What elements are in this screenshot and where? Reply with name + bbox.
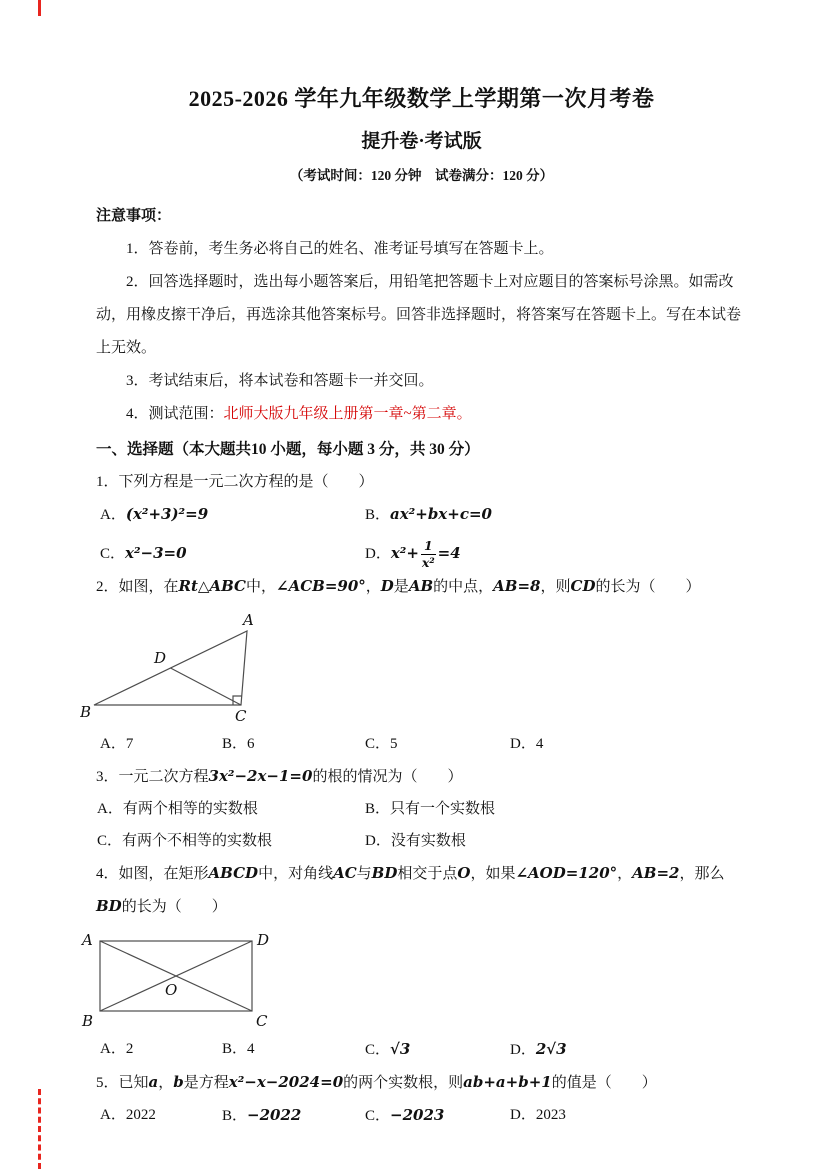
question-2-option-a — [100, 728, 222, 760]
option-label: C． — [365, 1108, 391, 1124]
math-token: ∠ACB=90° — [276, 577, 366, 595]
math-token: −2022 — [247, 1106, 302, 1124]
option-text: 有两个相等的实数根 — [122, 801, 258, 817]
notices-heading: 注意事项： — [96, 208, 172, 224]
math-token: x²−3=0 — [125, 544, 187, 562]
question-3-stem — [96, 760, 747, 793]
stem-part: ， — [158, 1075, 174, 1091]
option-label: D． — [510, 736, 536, 752]
option-text: 2 — [125, 1041, 134, 1057]
math-token: 2√3 — [535, 1040, 567, 1058]
vertex-label-b: B — [80, 703, 92, 721]
math-token: ab+a+b+1 — [463, 1073, 552, 1091]
question-1-option-d — [365, 537, 747, 570]
math-token: (x²+3)²=9 — [125, 505, 209, 523]
math-token: −2023 — [390, 1106, 445, 1124]
option-label: B． — [222, 736, 248, 752]
notice-item-2: 2．回答选择题时，选出每小题答案后，用铅笔把答题卡上对应题目的答案标号涂黑。如需改动，用橡皮擦干净后，再选涂其他答案标号。回答非选择题时，将答案写在答题卡上。写在本试卷上无效。 — [96, 274, 742, 356]
vertex-label-c: C — [256, 1012, 268, 1029]
option-label: A． — [97, 801, 123, 817]
section-1-heading: 一、选择题（本大题共10 小题，每小题 3 分，共 30 分） — [96, 441, 480, 458]
option-label: B． — [365, 507, 391, 523]
math-token: O — [457, 864, 471, 882]
math-token: b — [173, 1073, 184, 1091]
fraction — [421, 539, 436, 570]
stem-part: 3．一元二次方程 — [96, 769, 209, 785]
stem-part: 中，对角线 — [258, 866, 334, 882]
option-label: A． — [100, 736, 126, 752]
stem-part: ，那么 — [679, 866, 725, 882]
question-3-option-a — [97, 793, 365, 825]
question-2-options — [96, 728, 747, 760]
stem-part: 的根的情况为（ ） — [312, 769, 463, 785]
math-token: √3 — [390, 1040, 411, 1058]
option-text: 没有实数根 — [390, 833, 466, 849]
stem-part: ， — [617, 866, 633, 882]
question-4-option-d — [510, 1033, 747, 1066]
stem-part: 是方程 — [183, 1075, 229, 1091]
question-1-option-b — [365, 498, 747, 531]
math-token: AC — [333, 864, 357, 882]
exam-meta-line: （考试时间：120 分钟 试卷满分：120 分） — [289, 168, 554, 183]
question-5-stem — [96, 1066, 747, 1099]
vertex-label-c: C — [235, 707, 247, 724]
stem-part: ，则 — [540, 579, 571, 595]
math-token: 3x²−2x−1=0 — [208, 767, 313, 785]
question-3-options — [96, 793, 747, 857]
notice-item-4 — [96, 398, 747, 431]
question-1-options — [96, 498, 747, 570]
exam-subtitle: 提升卷·考试版 — [361, 131, 482, 152]
vertex-label-d: D — [257, 931, 270, 949]
option-text: 有两个不相等的实数根 — [122, 833, 273, 849]
question-2-option-b — [222, 728, 365, 760]
question-5-option-a — [100, 1099, 222, 1132]
question-3-option-c — [97, 825, 365, 857]
stem-part: ， — [365, 579, 381, 595]
stem-part: 的两个实数根，则 — [343, 1075, 464, 1091]
math-token: x²−x−2024=0 — [228, 1073, 344, 1091]
math-token: D — [380, 577, 394, 595]
cut-mark-top — [38, 0, 41, 16]
question-5-option-b — [222, 1099, 365, 1132]
question-4-option-c — [365, 1033, 510, 1066]
math-token: ∠AOD=120° — [515, 864, 618, 882]
option-label: B． — [222, 1108, 248, 1124]
center-label-o: O — [165, 981, 178, 999]
option-text: 7 — [125, 736, 134, 752]
option-label: B． — [365, 801, 391, 817]
option-label: A． — [100, 1041, 126, 1057]
stem-part: 的长为（ ） — [121, 899, 227, 915]
stem-part: 4．如图，在矩形 — [96, 866, 209, 882]
option-label: D． — [510, 1107, 536, 1123]
math-token: AB=2 — [632, 864, 680, 882]
question-5 — [96, 1066, 747, 1132]
question-3 — [96, 760, 747, 857]
math-token: CD — [570, 577, 596, 595]
question-3-option-d — [365, 825, 747, 857]
option-label: C． — [97, 833, 123, 849]
question-1 — [96, 466, 747, 570]
stem-part: 是 — [393, 579, 409, 595]
math-token: a — [148, 1073, 159, 1091]
stem-part: ，如果 — [470, 866, 516, 882]
notice-item-3: 3．考试结束后，将本试卷和答题卡一并交回。 — [126, 373, 434, 389]
question-5-option-d — [510, 1099, 747, 1132]
option-label: D． — [510, 1042, 536, 1058]
math-token: Rt△ABC — [178, 577, 246, 595]
question-4-option-b — [222, 1033, 365, 1066]
median-cd — [171, 668, 242, 705]
notice-item-4-prefix: 4．测试范围： — [126, 406, 224, 422]
exam-title: 2025-2026 学年九年级数学上学期第一次月考卷 — [188, 86, 655, 111]
stem-part: 的中点， — [433, 579, 494, 595]
question-4-options — [96, 1033, 747, 1066]
stem-part: 的长为（ ） — [595, 579, 701, 595]
option-text: 2022 — [125, 1107, 156, 1123]
question-2-option-c — [365, 728, 510, 760]
option-label: D． — [365, 546, 391, 562]
stem-part: 与 — [356, 866, 372, 882]
option-text: 4 — [535, 736, 544, 752]
vertex-label-b: B — [82, 1012, 94, 1029]
cut-mark-bottom — [38, 1089, 41, 1169]
question-5-option-c — [365, 1099, 510, 1132]
question-1-option-a — [100, 498, 365, 531]
math-token: x²+ — [390, 544, 419, 562]
stem-part: 的值是（ ） — [551, 1075, 657, 1091]
vertex-label-d: D — [154, 649, 167, 667]
question-2-stem — [96, 570, 747, 603]
option-label: A． — [100, 1107, 126, 1123]
option-label: C． — [100, 546, 126, 562]
math-token: AB=8 — [493, 577, 541, 595]
math-token: BD — [371, 864, 398, 882]
question-4-option-a — [100, 1033, 222, 1066]
vertex-label-a: A — [82, 931, 93, 949]
stem-part: 5．已知 — [96, 1075, 149, 1091]
stem-part: 相交于点 — [397, 866, 458, 882]
notices-section — [96, 200, 747, 431]
option-text: 5 — [390, 736, 398, 752]
math-token: AB — [408, 577, 434, 595]
notice-item-4-scope: 北师大版九年级上册第一章~第二章。 — [223, 406, 472, 422]
fraction-denominator: x² — [421, 555, 435, 571]
fraction-numerator: 1 — [421, 539, 436, 555]
math-token: =4 — [437, 544, 461, 562]
notice-item-1: 1．答卷前，考生务必将自己的姓名、准考证号填写在答题卡上。 — [126, 241, 554, 257]
question-3-option-b — [365, 793, 747, 825]
option-label: C． — [365, 1042, 391, 1058]
math-token: ABCD — [208, 864, 259, 882]
question-5-options — [96, 1099, 747, 1132]
stem-part: 中， — [245, 579, 276, 595]
stem-part: 2．如图，在 — [96, 579, 179, 595]
question-4 — [82, 857, 747, 1066]
question-2-figure — [80, 609, 747, 724]
option-text: 只有一个实数根 — [390, 801, 496, 817]
vertex-label-a: A — [243, 611, 254, 629]
math-token: BD — [96, 897, 122, 915]
question-2 — [80, 570, 747, 760]
rectangle-diagonals-figure — [80, 929, 290, 1029]
option-label: C． — [365, 736, 391, 752]
question-1-option-c — [100, 537, 365, 570]
math-token: ax²+bx+c=0 — [390, 505, 492, 523]
option-text: 4 — [247, 1041, 255, 1057]
question-2-option-d — [510, 728, 747, 760]
question-1-stem: 1．下列方程是一元二次方程的是（ ） — [96, 474, 374, 490]
option-label: A． — [100, 507, 126, 523]
option-text: 6 — [247, 736, 255, 752]
question-4-figure — [80, 929, 747, 1029]
question-4-stem — [96, 857, 747, 923]
right-triangle-figure — [80, 609, 320, 724]
option-label: D． — [365, 833, 391, 849]
option-label: B． — [222, 1041, 248, 1057]
option-text: 2023 — [535, 1107, 566, 1123]
